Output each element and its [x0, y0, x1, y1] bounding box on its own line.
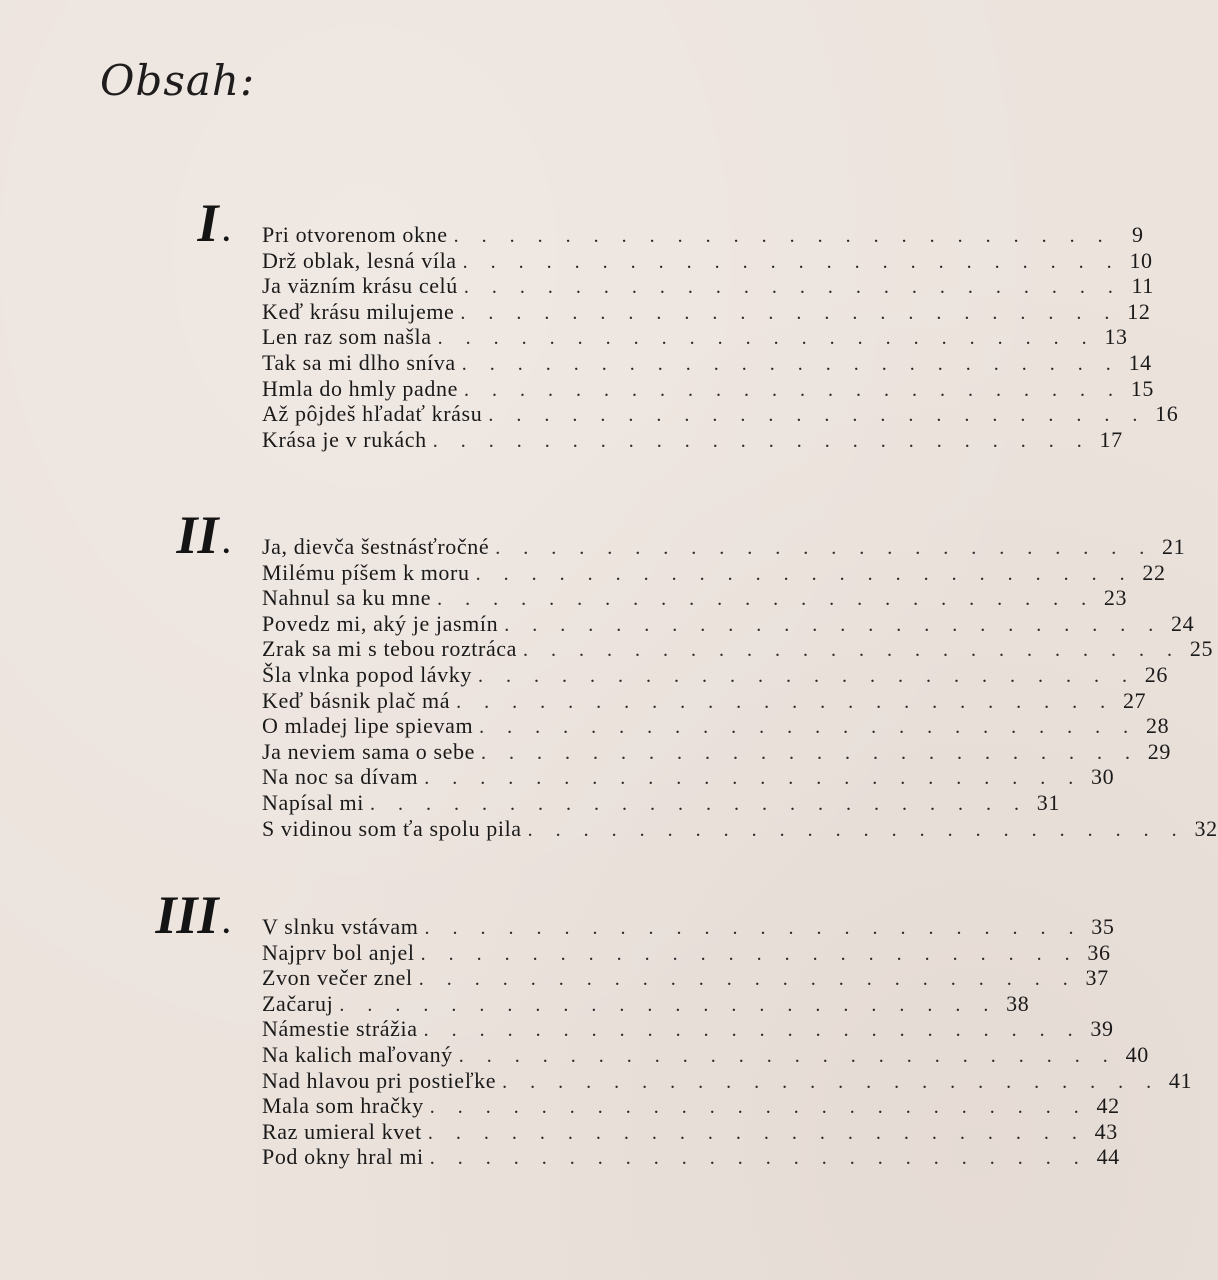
dot-leader: . . . . . . . . . . . . . . . . . . . . . . . .: [429, 1147, 1088, 1170]
dot-leader: . . . . . . . . . . . . . . . . . . . . . . . .: [453, 225, 1112, 247]
dot-leader: . . . . . . . . . . . . . . . . . . . . . . . .: [504, 613, 1163, 636]
toc-entry: [262, 815, 1218, 842]
toc-entry: [262, 1118, 1118, 1145]
dot-leader: . . . . . . . . . . . . . . . . . . . . . . . .: [477, 664, 1136, 687]
entry-page-number: 9: [1131, 222, 1144, 247]
entry-title: Mala som hračky: [262, 1093, 424, 1119]
entry-title: Až pôjdeš hľadať krásu: [262, 401, 483, 427]
entry-page-number: 37: [1085, 965, 1109, 991]
entry-title: Tak sa mi dlho sníva: [262, 349, 456, 375]
entry-page-number: 16: [1155, 401, 1179, 427]
entry-title: Hmla do hmly padne: [262, 375, 458, 401]
entry-page-number: 31: [1036, 789, 1060, 815]
entry-page-number: 42: [1096, 1093, 1120, 1119]
entry-page-number: 10: [1129, 247, 1153, 273]
entry-title: Šla vlnka popod lávky: [262, 661, 472, 687]
entry-page-number: 29: [1147, 738, 1171, 764]
dot-leader: . . . . . . . . . . . . . . . . . . . . . . . .: [461, 352, 1120, 375]
entry-title: Zvon večer znel: [262, 965, 413, 991]
toc-entry: [262, 1093, 1120, 1119]
section-numeral: [0, 885, 230, 945]
dot-leader: . . . . . . . . . . . . . . . . . . . . . . . .: [369, 792, 1028, 815]
entry-page-number: 40: [1125, 1041, 1149, 1067]
entry-page-number: 30: [1091, 764, 1115, 790]
toc-entry: [262, 636, 1214, 662]
toc-entry: [262, 764, 1115, 790]
entry-page-number: 36: [1087, 939, 1111, 965]
dot-leader: . . . . . . . . . . . . . . . . . . . . . . . .: [527, 818, 1186, 841]
toc-entry: [262, 939, 1111, 966]
dot-leader: . . . . . . . . . . . . . . . . . . . . . . . .: [458, 1044, 1117, 1067]
entry-title: Len raz som našla: [262, 324, 432, 350]
entry-page-number: 25: [1189, 636, 1214, 662]
toc-entry: [262, 1067, 1193, 1094]
entry-title: Pri otvorenom okne: [262, 222, 448, 247]
toc-entry: [262, 534, 1186, 560]
entry-title: Keď básnik plač má: [262, 687, 451, 713]
toc-entry: [262, 298, 1151, 325]
dot-leader: . . . . . . . . . . . . . . . . . . . . . . . .: [523, 639, 1182, 662]
toc-heading: Obsah:: [100, 56, 256, 105]
section-numeral-text: I: [197, 193, 219, 253]
entry-page-number: 21: [1162, 534, 1186, 559]
entry-list: [262, 914, 1193, 1170]
toc-entry: [262, 1144, 1120, 1170]
dot-leader: . . . . . . . . . . . . . . . . . . . . . . . .: [488, 404, 1147, 427]
entry-title: Zrak sa mi s tebou roztráca: [262, 636, 518, 662]
entry-title: Raz umieral kvet: [262, 1118, 422, 1144]
entry-list: [262, 222, 1179, 452]
entry-title: Ja neviem sama o sebe: [262, 738, 475, 764]
toc-entry: [262, 1041, 1149, 1068]
dot-leader: . . . . . . . . . . . . . . . . . . . . . . . .: [502, 1070, 1161, 1093]
toc-entry: [262, 585, 1128, 611]
entry-page-number: 28: [1145, 713, 1170, 739]
dot-leader: . . . . . . . . . . . . . . . . . . . . . . . .: [495, 537, 1154, 559]
entry-title: Nahnul sa ku mne: [262, 585, 432, 611]
entry-title: Povedz mi, aký je jasmín: [262, 610, 499, 636]
dot-leader: . . . . . . . . . . . . . . . . . . . . . . . .: [429, 1096, 1088, 1119]
toc-entry: [262, 914, 1115, 940]
section-numeral-text: III: [155, 885, 219, 945]
dot-leader: . . . . . . . . . . . . . . . . . . . . . . . .: [424, 917, 1083, 939]
entry-page-number: 14: [1128, 349, 1152, 375]
section-numeral: [0, 193, 230, 253]
entry-page-number: 13: [1104, 324, 1128, 350]
section-numeral-dot: .: [222, 527, 230, 560]
toc-entry: [262, 349, 1152, 376]
dot-leader: . . . . . . . . . . . . . . . . . . . . . . . .: [479, 716, 1138, 739]
toc-entry: [262, 738, 1171, 765]
entry-title: Keď krásu milujeme: [262, 298, 455, 324]
dot-leader: . . . . . . . . . . . . . . . . . . . . . . . .: [437, 588, 1096, 611]
entry-page-number: 41: [1168, 1067, 1193, 1093]
dot-leader: . . . . . . . . . . . . . . . . . . . . . . . .: [462, 250, 1121, 273]
entry-page-number: 38: [1006, 990, 1030, 1016]
entry-page-number: 22: [1142, 559, 1166, 585]
toc-entry: [262, 273, 1154, 299]
entry-list: [262, 534, 1218, 841]
dot-leader: . . . . . . . . . . . . . . . . . . . . . . . .: [437, 327, 1096, 350]
entry-title: S vidinou som ťa spolu pila: [262, 815, 522, 841]
dot-leader: . . . . . . . . . . . . . . . . . . . . . . . .: [480, 741, 1139, 764]
dot-leader: . . . . . . . . . . . . . . . . . . . . . . . .: [475, 562, 1134, 585]
toc-entry: [262, 610, 1195, 637]
entry-title: Ja, dievča šestnásťročné: [262, 534, 490, 559]
entry-title: Nad hlavou pri postieľke: [262, 1067, 497, 1093]
entry-page-number: 35: [1091, 914, 1115, 939]
entry-title: Námestie strážia: [262, 1016, 418, 1042]
dot-leader: . . . . . . . . . . . . . . . . . . . . . . . .: [460, 301, 1119, 324]
toc-entry: [262, 687, 1147, 714]
section-numeral-dot: .: [222, 907, 230, 940]
toc-entry: [262, 559, 1166, 586]
dot-leader: . . . . . . . . . . . . . . . . . . . . . . . .: [339, 993, 998, 1016]
dot-leader: . . . . . . . . . . . . . . . . . . . . . . . .: [432, 429, 1091, 452]
entry-title: Najprv bol anjel: [262, 939, 415, 965]
entry-page-number: 23: [1103, 585, 1128, 611]
section-numeral-dot: .: [222, 215, 230, 248]
entry-title: Ja väzním krásu celú: [262, 273, 458, 299]
entry-page-number: 27: [1122, 687, 1147, 713]
toc-entry: [262, 990, 1030, 1017]
entry-title: Začaruj: [262, 990, 334, 1016]
dot-leader: . . . . . . . . . . . . . . . . . . . . . . . .: [423, 1019, 1082, 1042]
entry-page-number: 39: [1090, 1016, 1114, 1042]
entry-page-number: 17: [1099, 426, 1123, 452]
entry-page-number: 12: [1127, 298, 1151, 324]
toc-entry: [262, 789, 1060, 816]
entry-title: V slnku vstávam: [262, 914, 419, 939]
toc-entry: [262, 713, 1170, 739]
entry-title: Na kalich maľovaný: [262, 1041, 453, 1067]
toc-entry: [262, 324, 1128, 350]
entry-page-number: 43: [1094, 1118, 1118, 1144]
entry-page-number: 44: [1096, 1144, 1120, 1170]
dot-leader: . . . . . . . . . . . . . . . . . . . . . . . .: [463, 378, 1122, 401]
toc-entry: [262, 375, 1154, 402]
section-numeral: [0, 505, 230, 565]
entry-title: Drž oblak, lesná víla: [262, 247, 457, 273]
entry-page-number: 32: [1194, 815, 1218, 841]
toc-entry: [262, 247, 1153, 274]
dot-leader: . . . . . . . . . . . . . . . . . . . . . . . .: [424, 767, 1083, 790]
section-numeral-text: II: [176, 505, 219, 565]
entry-page-number: 24: [1171, 610, 1195, 636]
entry-title: Krása je v rukách: [262, 426, 427, 452]
toc-entry: [262, 1016, 1114, 1042]
toc-entry: [262, 965, 1109, 991]
dot-leader: . . . . . . . . . . . . . . . . . . . . . . . .: [420, 942, 1079, 965]
toc-entry: [262, 661, 1168, 688]
entry-title: Milému píšem k moru: [262, 559, 470, 585]
dot-leader: . . . . . . . . . . . . . . . . . . . . . . . .: [463, 276, 1122, 299]
toc-entry: [262, 222, 1144, 248]
dot-leader: . . . . . . . . . . . . . . . . . . . . . . . .: [418, 968, 1077, 991]
entry-page-number: 15: [1130, 375, 1154, 401]
dot-leader: . . . . . . . . . . . . . . . . . . . . . . . .: [427, 1121, 1086, 1144]
dot-leader: . . . . . . . . . . . . . . . . . . . . . . . .: [456, 690, 1115, 713]
entry-page-number: 11: [1131, 273, 1154, 299]
entry-title: Pod okny hral mi: [262, 1144, 424, 1170]
entry-title: Na noc sa dívam: [262, 764, 419, 790]
entry-title: Napísal mi: [262, 789, 364, 815]
entry-page-number: 26: [1144, 661, 1168, 687]
toc-entry: [262, 401, 1179, 427]
toc-entry: [262, 426, 1123, 453]
entry-title: O mladej lipe spievam: [262, 713, 474, 739]
